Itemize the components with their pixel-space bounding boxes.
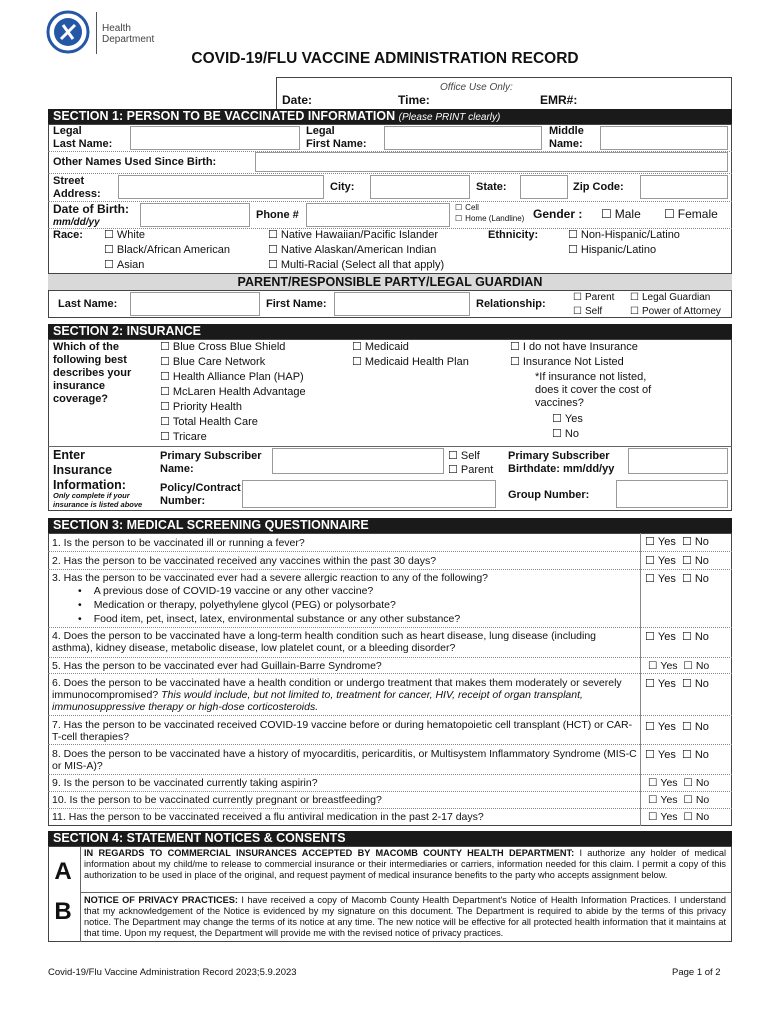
ethnicity-nonhispanic-checkbox[interactable]: ☐ Non-Hispanic/Latino — [568, 229, 680, 242]
policy-number-label: Policy/Contract Number: — [160, 482, 241, 507]
section3-header: SECTION 3: MEDICAL SCREENING QUESTIONNAIRE — [48, 518, 732, 533]
race-alaskan-checkbox[interactable]: ☐ Native Alaskan/American Indian — [268, 244, 436, 257]
ethnicity-label: Ethnicity: — [488, 229, 539, 241]
q3-answer[interactable]: ☐ Yes ☐ No — [645, 572, 709, 585]
q3-bullet-1: • A previous dose of COVID-19 vaccine or any other vaccine? — [78, 585, 373, 597]
legal-first-name-input[interactable] — [384, 126, 542, 150]
gender-label: Gender : — [533, 207, 583, 221]
question-5: 5. Has the person to be vaccinated ever had Guillain-Barre Syndrome? — [52, 660, 382, 672]
office-date-field[interactable]: Date: — [282, 93, 313, 107]
office-time-field[interactable]: Time: — [398, 93, 430, 107]
middle-name-label: Middle Name: — [549, 125, 584, 150]
phone-cell-checkbox[interactable]: ☐ Cell — [455, 203, 479, 213]
consent-a-letter: A — [54, 858, 72, 885]
consent-a-text: IN REGARDS TO COMMERCIAL INSURANCES ACCEPTED BY MACOMB COUNTY HEALTH DEPARTMENT: I authorize any holder of medical information about my child/me to release to commercial insurance or their intermediaries or carriers, information needed for this claim. I permit a copy of this authorization to be used in place of the original, and request payment of medical insurance benefits to the party who accepts assignment below. — [84, 848, 726, 880]
rel-parent-checkbox[interactable]: ☐ Parent — [573, 291, 614, 304]
q7-answer[interactable]: ☐ Yes ☐ No — [645, 720, 709, 733]
ins-not-listed-checkbox[interactable]: ☐ Insurance Not Listed — [510, 356, 624, 369]
primary-subscriber-label: Primary Subscriber Name: — [160, 450, 262, 475]
org-name-line2: Department — [102, 34, 155, 45]
consent-b-text: NOTICE OF PRIVACY PRACTICES: I have received a copy of Macomb County Health Department's Notice of Health Information Practices. I understand that my acknowledgement of the Notice is evidenced by my signature on this document. The Department is required to abide by the terms of this privacy notice. The Department may change the terms of its notice at any time. The new notice will be effective for all protected health information that it maintains at that time. Upon my request, the Department will provide me with the revised notice of privacy practices. — [84, 895, 727, 938]
subscriber-parent-checkbox[interactable]: ☐ Parent — [448, 464, 493, 477]
q4-answer[interactable]: ☐ Yes ☐ No — [645, 630, 709, 643]
other-names-label: Other Names Used Since Birth: — [53, 156, 217, 168]
legal-last-name-label: Legal Last Name: — [53, 125, 113, 150]
q8-answer[interactable]: ☐ Yes ☐ No — [645, 748, 709, 761]
relationship-label: Relationship: — [476, 298, 546, 310]
legal-last-name-input[interactable] — [130, 126, 300, 150]
q3-bullet-2: • Medication or therapy, polyethylene glycol (PEG) or polysorbate? — [78, 599, 396, 611]
consent-letter-divider — [80, 846, 81, 942]
not-listed-no-checkbox[interactable]: ☐ No — [552, 428, 579, 441]
q9-answer[interactable]: ☐ Yes ☐ No — [648, 777, 709, 789]
middle-name-input[interactable] — [600, 126, 728, 150]
ins-none-checkbox[interactable]: ☐ I do not have Insurance — [510, 341, 638, 354]
section3-answer-divider — [640, 533, 641, 826]
ins-priority-checkbox[interactable]: ☐ Priority Health — [160, 401, 242, 414]
footer-doc-id: Covid-19/Flu Vaccine Administration Record 2023;5.9.2023 — [48, 967, 297, 978]
other-names-input[interactable] — [255, 152, 728, 172]
dob-label: Date of Birth: — [53, 202, 129, 216]
insurance-question: Which of the following best describes your insurance coverage? — [53, 341, 132, 405]
question-10: 10. Is the person to be vaccinated currently pregnant or breastfeeding? — [52, 794, 382, 806]
street-address-input[interactable] — [118, 175, 324, 199]
only-complete-note: Only complete if your insurance is listed above — [53, 491, 143, 509]
section4-header: SECTION 4: STATEMENT NOTICES & CONSENTS — [48, 831, 732, 846]
guardian-last-name-input[interactable] — [130, 292, 260, 316]
office-emr-field[interactable]: EMR#: — [540, 93, 578, 107]
ins-hap-checkbox[interactable]: ☐ Health Alliance Plan (HAP) — [160, 371, 304, 384]
race-asian-checkbox[interactable]: ☐ Asian — [104, 259, 144, 272]
logo-divider — [96, 12, 97, 54]
ins-bcbs-checkbox[interactable]: ☐ Blue Cross Blue Shield — [160, 341, 285, 354]
phone-label: Phone # — [256, 209, 299, 221]
ins-medicaid-checkbox[interactable]: ☐ Medicaid — [352, 341, 409, 354]
street-address-label: Street Address: — [53, 175, 101, 200]
consent-b-letter: B — [54, 898, 72, 925]
guardian-first-name-label: First Name: — [266, 298, 327, 310]
state-label: State: — [476, 181, 507, 193]
section2-header: SECTION 2: INSURANCE — [48, 324, 732, 339]
ins-bcn-checkbox[interactable]: ☐ Blue Care Network — [160, 356, 265, 369]
subscriber-birthdate-input[interactable] — [628, 448, 728, 474]
ins-medicaid-plan-checkbox[interactable]: ☐ Medicaid Health Plan — [352, 356, 469, 369]
group-number-input[interactable] — [616, 480, 728, 508]
dob-input[interactable] — [140, 203, 250, 227]
race-hawaiian-checkbox[interactable]: ☐ Native Hawaiian/Pacific Islander — [268, 229, 438, 242]
ins-mclaren-checkbox[interactable]: ☐ McLaren Health Advantage — [160, 386, 306, 399]
section1-title: SECTION 1: PERSON TO BE VACCINATED INFORMATION — [53, 109, 396, 123]
rel-poa-checkbox[interactable]: ☐ Power of Attorney — [630, 305, 721, 318]
org-name-line1: Health — [102, 23, 131, 34]
guardian-last-name-label: Last Name: — [58, 298, 118, 310]
race-multiracial-checkbox[interactable]: ☐ Multi-Racial (Select all that apply) — [268, 259, 444, 272]
q3-bullet-3: • Food item, pet, insect, latex, environmental substance or any other substance? — [78, 613, 460, 625]
zip-input[interactable] — [640, 175, 728, 199]
guardian-header: PARENT/RESPONSIBLE PARTY/LEGAL GUARDIAN — [48, 274, 732, 290]
question-4: 4. Does the person to be vaccinated have a long-term health condition such as heart disease, lung disease (including asthma), kidney disease, metabolic disease, low platelet count, or a bleeding disorder? — [52, 630, 597, 654]
q11-answer[interactable]: ☐ Yes ☐ No — [648, 811, 709, 823]
group-number-label: Group Number: — [508, 489, 590, 501]
not-listed-question: *If insurance not listed, does it cover the cost of vaccines? — [535, 371, 652, 409]
question-7: 7. Has the person to be vaccinated received COVID-19 vaccine before or during hematopoietic cell transplant (HCT) or CAR-T-cell therapies? — [52, 719, 633, 743]
question-11: 11. Has the person to be vaccinated received a flu antiviral medication in the past 2-17 days? — [52, 811, 484, 823]
not-listed-yes-checkbox[interactable]: ☐ Yes — [552, 413, 583, 426]
ins-totalhealth-checkbox[interactable]: ☐ Total Health Care — [160, 416, 258, 429]
office-use-label: Office Use Only: — [440, 82, 513, 93]
guardian-first-name-input[interactable] — [334, 292, 470, 316]
enter-insurance-label: Enter Insurance Information: — [53, 448, 126, 492]
gender-male-checkbox[interactable]: ☐ Male — [601, 208, 641, 221]
ins-tricare-checkbox[interactable]: ☐ Tricare — [160, 431, 207, 444]
phone-home-checkbox[interactable]: ☐ Home (Landline) — [455, 214, 524, 224]
question-2: 2. Has the person to be vaccinated received any vaccines within the past 30 days? — [52, 555, 437, 567]
footer-page-number: Page 1 of 2 — [672, 967, 721, 978]
legal-first-name-label: Legal First Name: — [306, 125, 367, 150]
q1-answer[interactable]: ☐ Yes ☐ No — [645, 535, 709, 548]
primary-subscriber-input[interactable] — [272, 448, 444, 474]
race-black-checkbox[interactable]: ☐ Black/African American — [104, 244, 230, 257]
gender-female-checkbox[interactable]: ☐ Female — [664, 208, 718, 221]
race-label: Race: — [53, 229, 83, 241]
q2-answer[interactable]: ☐ Yes ☐ No — [645, 554, 709, 567]
section1-header — [48, 109, 732, 124]
city-label: City: — [330, 181, 355, 193]
section1-note: (Please PRINT clearly) — [398, 112, 501, 123]
phone-input[interactable] — [306, 203, 450, 227]
question-6: 6. Does the person to be vaccinated have a health condition or undergo treatment that makes them moderately or severely immunocompromised? This would include, but not limited to, treatment for cancer, HIV, receipt of organ transplant, immunosuppressive therapy or high-dose corticosteroids. — [52, 677, 622, 713]
question-1: 1. Is the person to be vaccinated ill or running a fever? — [52, 537, 305, 549]
question-8: 8. Does the person to be vaccinated have a history of myocarditis, pericarditis, or Multisystem Inflammatory Syndrome (MIS-C or MIS-A)? — [52, 748, 637, 772]
zip-label: Zip Code: — [573, 181, 624, 193]
dob-format: mm/dd/yy — [53, 217, 100, 228]
policy-number-input[interactable] — [242, 480, 496, 508]
question-9: 9. Is the person to be vaccinated currently taking aspirin? — [52, 777, 318, 789]
q5-answer[interactable]: ☐ Yes ☐ No — [648, 660, 709, 672]
question-3: 3. Has the person to be vaccinated ever had a severe allergic reaction to any of the following? — [52, 572, 489, 584]
race-white-checkbox[interactable]: ☐ White — [104, 229, 145, 242]
state-input[interactable] — [520, 175, 568, 199]
rel-self-checkbox[interactable]: ☐ Self — [573, 305, 602, 318]
subscriber-birthdate-label: Primary Subscriber Birthdate: mm/dd/yy — [508, 450, 615, 475]
page-title: COVID-19/FLU VACCINE ADMINISTRATION RECORD — [191, 50, 579, 67]
ethnicity-hispanic-checkbox[interactable]: ☐ Hispanic/Latino — [568, 244, 656, 257]
q6-answer[interactable]: ☐ Yes ☐ No — [645, 677, 709, 690]
subscriber-self-checkbox[interactable]: ☐ Self — [448, 450, 480, 463]
county-seal-logo — [46, 10, 90, 54]
rel-guardian-checkbox[interactable]: ☐ Legal Guardian — [630, 291, 710, 304]
city-input[interactable] — [370, 175, 470, 199]
q10-answer[interactable]: ☐ Yes ☐ No — [648, 794, 709, 806]
